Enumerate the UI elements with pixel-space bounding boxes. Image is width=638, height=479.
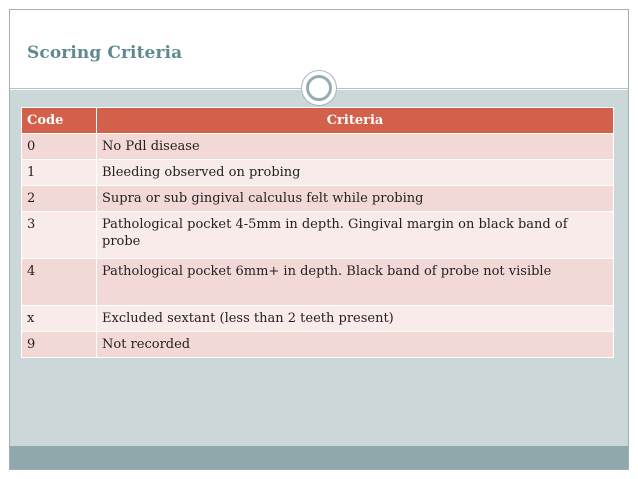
slide-title: Scoring Criteria — [27, 43, 183, 63]
circle-ornament-inner — [306, 75, 332, 101]
table-row — [22, 259, 614, 306]
bottom-bar — [10, 446, 628, 469]
criteria-cell: Pathological pocket 4-5mm in depth. Gingival margin on black band of probe — [97, 212, 614, 259]
criteria-column-header: Criteria — [97, 108, 614, 134]
code-cell: 0 — [22, 134, 97, 160]
criteria-cell: No Pdl disease — [97, 134, 614, 160]
table-row — [22, 212, 614, 259]
scoring-criteria-table — [21, 107, 614, 358]
code-cell: 3 — [22, 212, 97, 259]
code-cell: 4 — [22, 259, 97, 306]
code-cell: 2 — [22, 186, 97, 212]
criteria-cell: Not recorded — [97, 332, 614, 358]
table-row — [22, 134, 614, 160]
code-cell: x — [22, 306, 97, 332]
table-row — [22, 306, 614, 332]
code-cell: 9 — [22, 332, 97, 358]
table-header-row — [22, 108, 614, 134]
table-row — [22, 160, 614, 186]
criteria-cell: Pathological pocket 6mm+ in depth. Black band of probe not visible — [97, 259, 614, 306]
criteria-cell: Supra or sub gingival calculus felt while probing — [97, 186, 614, 212]
table-row — [22, 332, 614, 358]
circle-ornament-icon — [301, 70, 337, 106]
code-column-header: Code — [22, 108, 97, 134]
table-row — [22, 186, 614, 212]
criteria-cell: Excluded sextant (less than 2 teeth present) — [97, 306, 614, 332]
criteria-cell: Bleeding observed on probing — [97, 160, 614, 186]
code-cell: 1 — [22, 160, 97, 186]
